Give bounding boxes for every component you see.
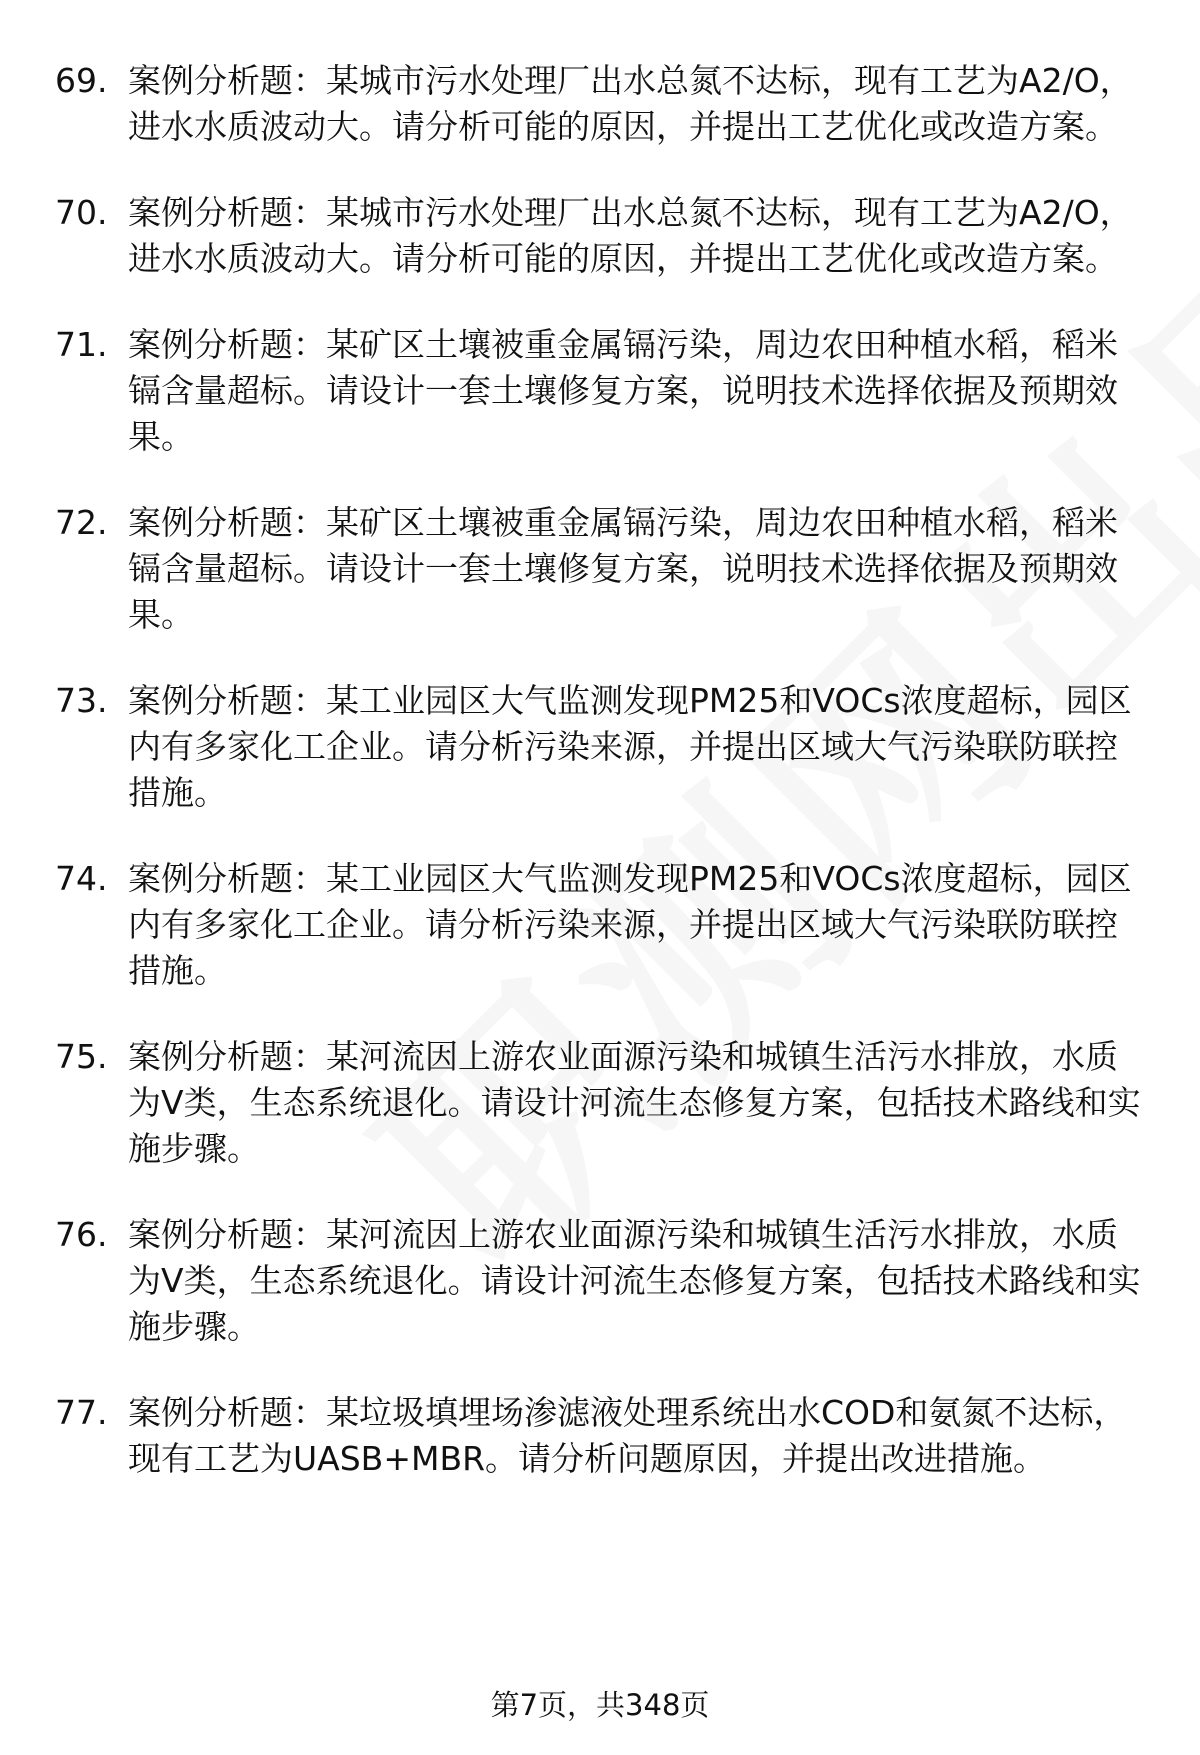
question-number: 72. bbox=[55, 503, 108, 542]
question-text: 案例分析题：某河流因上游农业面源污染和城镇生活污水排放，水质为V类，生态系统退化。请设计河流生态修复方案，包括技术路线和实施步骤。 bbox=[128, 1215, 1141, 1346]
question-text: 案例分析题：某河流因上游农业面源污染和城镇生活污水排放，水质为V类，生态系统退化。请设计河流生态修复方案，包括技术路线和实施步骤。 bbox=[128, 1037, 1141, 1168]
question-text: 案例分析题：某矿区土壤被重金属镉污染，周边农田种植水稻，稻米镉含量超标。请设计一套土壤修复方案，说明技术选择依据及预期效果。 bbox=[128, 503, 1118, 634]
question-number: 75. bbox=[55, 1037, 108, 1076]
question-number: 71. bbox=[55, 325, 108, 364]
question-item bbox=[55, 58, 1155, 150]
question-number: 77. bbox=[55, 1393, 108, 1432]
question-text: 案例分析题：某工业园区大气监测发现PM25和VOCs浓度超标，园区内有多家化工企业。请分析污染来源，并提出区域大气污染联防联控措施。 bbox=[128, 681, 1132, 812]
question-item bbox=[55, 322, 1155, 460]
question-item bbox=[55, 1212, 1155, 1350]
question-item bbox=[55, 678, 1155, 816]
question-number: 76. bbox=[55, 1215, 108, 1254]
question-text: 案例分析题：某城市污水处理厂出水总氮不达标，现有工艺为A2/O，进水水质波动大。请分析可能的原因，并提出工艺优化或改造方案。 bbox=[128, 61, 1133, 146]
question-number: 69. bbox=[55, 61, 108, 100]
question-number: 73. bbox=[55, 681, 108, 720]
page-number-label: 第7页，共348页 bbox=[490, 1688, 710, 1722]
question-text: 案例分析题：某工业园区大气监测发现PM25和VOCs浓度超标，园区内有多家化工企业。请分析污染来源，并提出区域大气污染联防联控措施。 bbox=[128, 859, 1132, 990]
question-number: 74. bbox=[55, 859, 108, 898]
question-item bbox=[55, 1390, 1155, 1482]
question-item bbox=[55, 1034, 1155, 1172]
question-list bbox=[55, 58, 1155, 1522]
page-footer bbox=[0, 1685, 1200, 1725]
question-text: 案例分析题：某城市污水处理厂出水总氮不达标，现有工艺为A2/O，进水水质波动大。请分析可能的原因，并提出工艺优化或改造方案。 bbox=[128, 193, 1133, 278]
question-item bbox=[55, 856, 1155, 994]
question-item bbox=[55, 500, 1155, 638]
question-item bbox=[55, 190, 1155, 282]
question-text: 案例分析题：某矿区土壤被重金属镉污染，周边农田种植水稻，稻米镉含量超标。请设计一套土壤修复方案，说明技术选择依据及预期效果。 bbox=[128, 325, 1118, 456]
question-number: 70. bbox=[55, 193, 108, 232]
question-text: 案例分析题：某垃圾填埋场渗滤液处理系统出水COD和氨氮不达标，现有工艺为UASB+MBR。请分析问题原因，并提出改进措施。 bbox=[128, 1393, 1127, 1478]
